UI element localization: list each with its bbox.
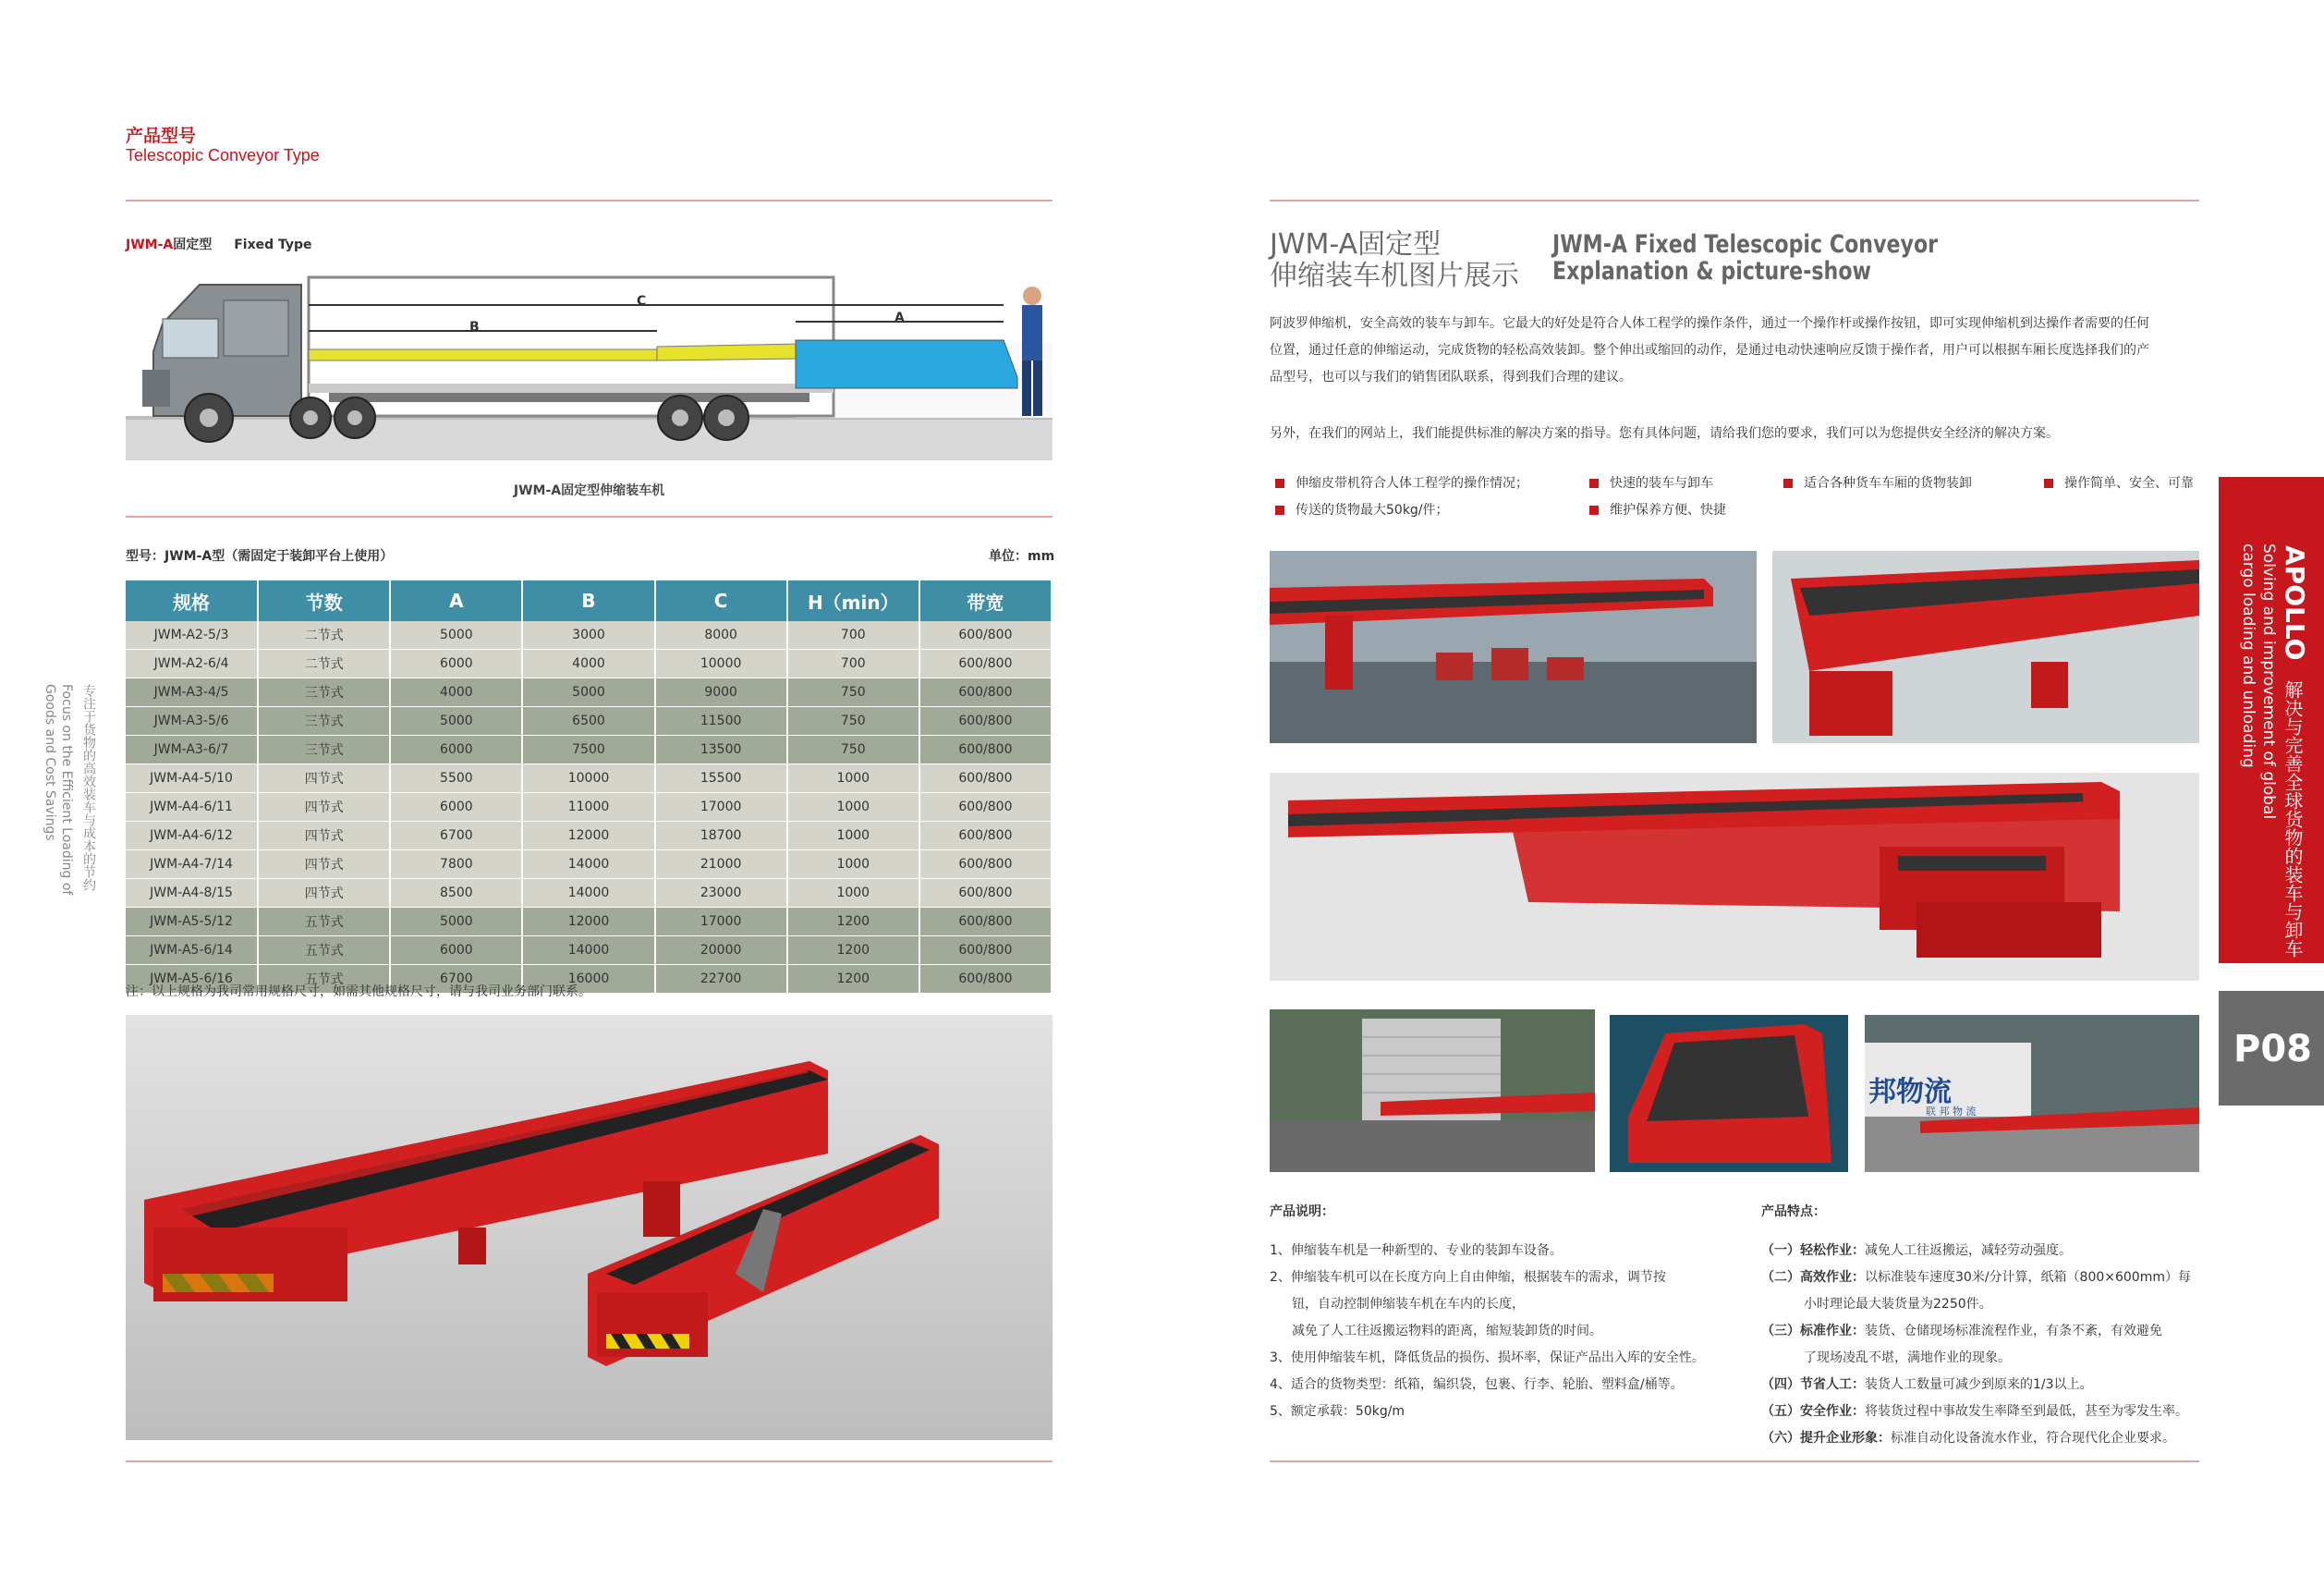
brand-slogan-cn: 解决与完善全球货物的装车与卸车 [2281,680,2304,958]
product-photo [126,1015,1052,1440]
brand-side-tab [2219,477,2324,963]
feature-item: 操作简单、安全、可靠 [2044,473,2194,492]
page-title-en [1552,231,1938,285]
page-number: P08 [2233,1028,2312,1070]
table-cell: 600/800 [919,850,1052,879]
type-model: JWM-A [126,238,174,252]
table-header-cell: C [655,580,787,621]
table-row [126,764,1052,793]
table-cell: 10000 [655,650,787,678]
table-cell: 8500 [390,879,522,908]
table-cell: 4000 [390,678,522,707]
feature-item: 传送的货物最大50kg/件； [1275,500,1449,519]
table-row [126,793,1052,822]
intro-paragraph [1270,311,2199,391]
table-cell: 1000 [787,879,919,908]
table-cell: 21000 [655,850,787,879]
feature-item: 适合各种货车车厢的货物装卸 [1783,473,1972,492]
advantage-item: （六）提升企业形象：标准自动化设备流水作业，符合现代化企业要求。 [1761,1431,2175,1446]
table-cell: 3000 [522,621,654,650]
page-number-tab [2219,991,2324,1105]
table-cell: 20000 [655,936,787,965]
description-line: 1、伸缩装车机是一种新型的、专业的装卸车设备。 [1270,1243,1563,1258]
type-model-suffix: 固定型 [173,238,213,252]
divider [1270,200,2199,202]
section-title-en: Telescopic Conveyor Type [126,146,320,165]
table-header-cell: 节数 [258,580,390,621]
page-title-cn-line1: JWM-A固定型 [1270,228,1442,261]
table-cell: 600/800 [919,908,1052,936]
table-cell: 600/800 [919,936,1052,965]
table-row [126,736,1052,764]
advantage-item: （三）标准作业：装货、仓储现场标准流程作业，有条不紊，有效避免 [1761,1324,2162,1338]
table-cell: 18700 [655,822,787,850]
table-cell: 1200 [787,908,919,936]
description-line: 4、适合的货物类型：纸箱，编织袋，包裹、行李、轮胎、塑料盒/桶等。 [1270,1377,1684,1392]
photo-sign-1: 邦物流 [1868,1076,1952,1108]
table-cell: JWM-A4-6/12 [126,822,258,850]
bullet-square-icon [1589,479,1599,488]
advantage-item: （四）节省人工：装货人工数量可减少到原来的1/3以上。 [1761,1377,2093,1392]
page-title-cn-line2: 伸缩装车机图片展示 [1270,260,1519,292]
table-cell: 四节式 [258,850,390,879]
photo-conveyor-end [1610,1015,1848,1172]
table-cell: 四节式 [258,764,390,793]
table-cell: 1000 [787,850,919,879]
bullet-square-icon [1275,479,1284,488]
table-cell: 14000 [522,879,654,908]
table-cell: 600/800 [919,764,1052,793]
table-cell: 1000 [787,822,919,850]
features-title: 产品特点： [1761,1204,1826,1219]
table-row [126,621,1052,650]
table-row [126,879,1052,908]
photo-studio-conveyor [1270,773,2199,981]
table-cell: 750 [787,707,919,736]
side-slogan-cn: 专注于货物的高效装车与成本的节约 [81,684,96,891]
brand-slogan-en-1: Solving and improvement of global [2259,544,2278,820]
photo-sign-2: 联 邦 物 流 [1926,1105,1977,1118]
bullet-square-icon [1275,506,1284,515]
description-title: 产品说明： [1270,1204,1334,1219]
diagram-caption: JWM-A固定型伸缩装车机 [513,483,665,498]
table-cell: 五节式 [258,908,390,936]
table-header-cell: 带宽 [919,580,1052,621]
table-cell: 5000 [390,707,522,736]
website-paragraph: 另外，在我们的网站上，我们能提供标准的解决方案的指导。您有具体问题，请给我们您的要求，我们可以为您提供安全经济的解决方案。 [1270,426,2059,441]
divider [126,1460,1052,1462]
advantage-item-cont: 了现场凌乱不堪，满地作业的现象。 [1804,1350,2011,1365]
table-cell: 四节式 [258,793,390,822]
table-cell: 17000 [655,793,787,822]
table-cell: 600/800 [919,736,1052,764]
spec-table [126,580,1052,994]
table-cell: 5000 [522,678,654,707]
unit-note: 单位：mm [989,549,1055,564]
table-cell: 5500 [390,764,522,793]
table-cell: 6700 [390,822,522,850]
table-cell: 11000 [522,793,654,822]
advantage-item-cont: 小时理论最大装货量为2250件。 [1804,1297,1992,1312]
table-cell: JWM-A2-6/4 [126,650,258,678]
table-cell: 700 [787,650,919,678]
table-cell: 1000 [787,764,919,793]
table-cell: JWM-A3-6/7 [126,736,258,764]
table-cell: 600/800 [919,793,1052,822]
table-cell: 5000 [390,621,522,650]
table-cell: 6000 [390,650,522,678]
table-cell: 6500 [522,707,654,736]
table-cell: 600/800 [919,650,1052,678]
bullet-square-icon [1783,479,1793,488]
table-cell: JWM-A4-7/14 [126,850,258,879]
brand-name: APOLLO [2280,545,2310,661]
table-row [126,936,1052,965]
dim-label-a: A [894,311,905,325]
advantage-item: （二）高效作业：以标准装车速度30米/分计算，纸箱（800×600mm）每 [1761,1270,2191,1285]
brand-slogan-en-2: cargo loading and unloading [2239,544,2257,768]
table-cell: JWM-A5-6/14 [126,936,258,965]
table-cell: 600/800 [919,965,1052,994]
side-slogan-en-2: Goods and Cost Savings [43,684,57,841]
description-line: 减免了人工往返搬运物料的距离，缩短装卸货的时间。 [1292,1324,1602,1338]
table-cell: JWM-A2-5/3 [126,621,258,650]
table-cell: 15500 [655,764,787,793]
table-cell: 5000 [390,908,522,936]
table-cell: 三节式 [258,678,390,707]
table-cell: 600/800 [919,879,1052,908]
table-cell: JWM-A5-5/12 [126,908,258,936]
side-slogan [37,684,96,906]
table-cell: 四节式 [258,822,390,850]
table-cell: 23000 [655,879,787,908]
description-line: 2、伸缩装车机可以在长度方向上自由伸缩，根据装车的需求，调节按 [1270,1270,1666,1285]
table-cell: 五节式 [258,965,390,994]
table-cell: 二节式 [258,621,390,650]
table-footnote: 注：以上规格为我司常用规格尺寸，如需其他规格尺寸，请与我司业务部门联系。 [126,984,591,999]
photo-truck-loading [1865,1015,2199,1172]
page-title-en-line2: Explanation & picture-show [1552,257,1871,286]
table-cell: 1200 [787,965,919,994]
table-cell: 12000 [522,908,654,936]
table-row [126,650,1052,678]
table-cell: 12000 [522,822,654,850]
page-title-cn [1270,229,1519,292]
divider [126,200,1052,202]
table-row [126,822,1052,850]
table-row [126,707,1052,736]
intro-line-2: 位置，通过任意的伸缩运动，完成货物的轻松高效装卸。整个伸出或缩回的动作，是通过电动快速响应反馈于操作者，用户可以根据车厢长度选择我们的产 [1270,343,2149,358]
table-cell: 8000 [655,621,787,650]
table-cell: 1200 [787,936,919,965]
type-en: Fixed Type [234,238,312,252]
table-cell: 6000 [390,736,522,764]
bullet-square-icon [2044,479,2053,488]
table-cell: 五节式 [258,936,390,965]
table-cell: 6000 [390,936,522,965]
table-cell: JWM-A4-6/11 [126,793,258,822]
table-cell: 13500 [655,736,787,764]
dim-label-b: B [469,320,480,335]
feature-item: 伸缩皮带机符合人体工程学的操作情况； [1275,473,1528,492]
table-cell: 600/800 [919,621,1052,650]
page-title-en-line1: JWM-A Fixed Telescopic Conveyor [1552,230,1939,259]
photo-warehouse [1270,551,1757,743]
table-cell: 600/800 [919,678,1052,707]
advantage-item: （一）轻松作业：减免人工往返搬运，减轻劳动强度。 [1761,1243,2072,1258]
table-header-cell: 规格 [126,580,258,621]
side-slogan-en-1: Focus on the Efficient Loading of [59,684,74,896]
description-line: 5、额定承载：50kg/m [1270,1404,1405,1419]
truck-diagram [126,268,1052,460]
table-cell: 700 [787,621,919,650]
table-cell: 17000 [655,908,787,936]
advantage-list [1761,1238,2191,1452]
bullet-square-icon [1589,506,1599,515]
table-header-cell: H（min） [787,580,919,621]
table-cell: 7500 [522,736,654,764]
table-cell: JWM-A5-6/16 [126,965,258,994]
description-line: 钮，自动控制伸缩装车机在车内的长度， [1292,1297,1525,1312]
table-cell: JWM-A4-5/10 [126,764,258,793]
table-row [126,678,1052,707]
table-cell: 6000 [390,793,522,822]
feature-list [1270,473,2203,529]
table-cell: 14000 [522,936,654,965]
table-cell: 四节式 [258,879,390,908]
table-cell: 14000 [522,850,654,879]
intro-line-1: 阿波罗伸缩机，安全高效的装车与卸车。它最大的好处是符合人体工程学的操作条件，通过一个操作杆或操作按钮，即可实现伸缩机到达操作者需要的任何 [1270,316,2149,331]
model-note: 型号：JWM-A型（需固定于装卸平台上使用） [126,549,394,564]
table-header-cell: A [390,580,522,621]
table-cell: 16000 [522,965,654,994]
table-cell: 三节式 [258,707,390,736]
table-cell: JWM-A3-5/6 [126,707,258,736]
table-cell: 600/800 [919,707,1052,736]
table-cell: 9000 [655,678,787,707]
feature-item: 维护保养方便、快捷 [1589,500,1726,519]
table-cell: 600/800 [919,822,1052,850]
feature-item: 快速的装车与卸车 [1589,473,1713,492]
table-cell: 22700 [655,965,787,994]
section-title-cn: 产品型号 [126,126,197,146]
dim-label-c: C [637,294,647,309]
table-row [126,850,1052,879]
intro-line-3: 品型号，也可以与我们的销售团队联系，得到我们合理的建议。 [1270,370,1632,385]
description-list [1270,1238,1705,1425]
table-cell: 二节式 [258,650,390,678]
divider [126,516,1052,518]
table-cell: 7800 [390,850,522,879]
table-cell: 三节式 [258,736,390,764]
table-cell: 4000 [522,650,654,678]
table-cell: 11500 [655,707,787,736]
table-cell: JWM-A4-8/15 [126,879,258,908]
photo-conveyor-closeup [1772,551,2199,743]
table-cell: 750 [787,736,919,764]
advantage-item: （五）安全作业：将装货过程中事故发生率降至到最低，甚至为零发生率。 [1761,1404,2188,1419]
table-row [126,908,1052,936]
type-label [126,235,312,253]
divider [1270,1460,2199,1462]
table-cell: 6700 [390,965,522,994]
table-cell: 10000 [522,764,654,793]
table-cell: 1000 [787,793,919,822]
table-cell: 750 [787,678,919,707]
table-header-cell: B [522,580,654,621]
table-cell: JWM-A3-4/5 [126,678,258,707]
description-line: 3、使用伸缩装车机，降低货品的损伤、损坏率，保证产品出入库的安全性。 [1270,1350,1705,1365]
photo-loading-dock [1270,1009,1595,1172]
